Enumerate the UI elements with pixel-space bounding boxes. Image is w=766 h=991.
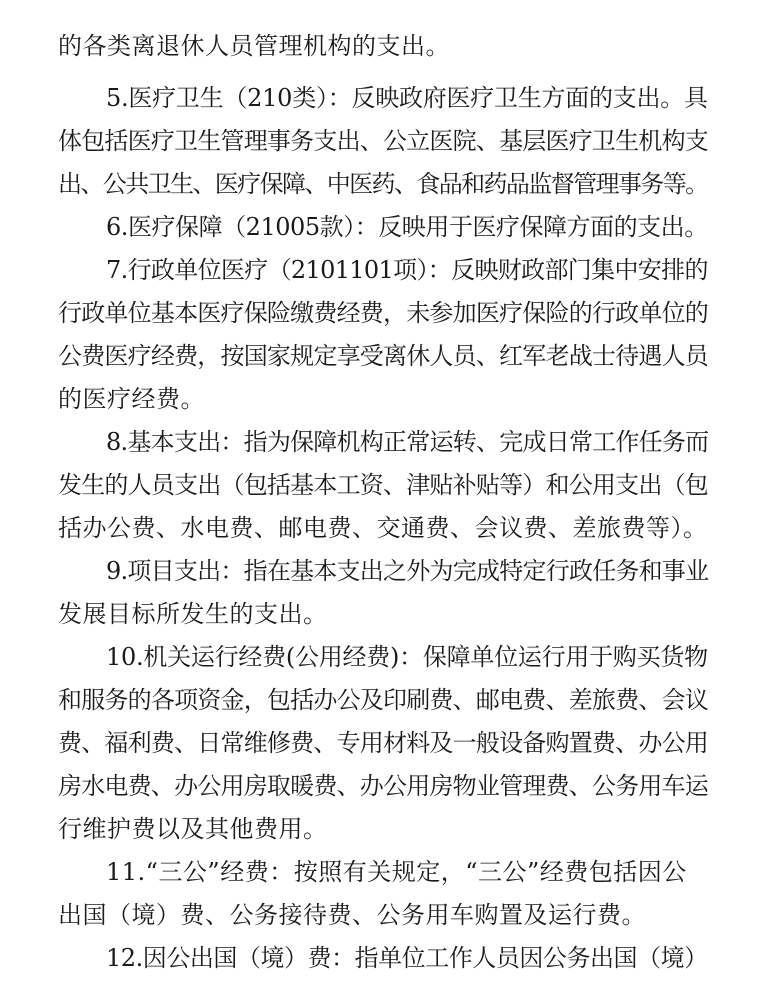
text-line: 发展目标所发生的支出。 <box>58 600 328 628</box>
paragraph-6-heading-line: 6.医疗保障（21005款）：反映用于医疗保障方面的支出。 <box>106 213 708 241</box>
text-line: 发生的人员支出（包括基本工资、津贴补贴等）和公用支出（包 <box>58 471 708 499</box>
paragraph-9-heading-line: 9.项目支出：指在基本支出之外为完成特定行政任务和事业 <box>106 557 709 585</box>
paragraph-5-heading-line: 5.医疗卫生（210类）：反映政府医疗卫生方面的支出。具 <box>106 84 708 112</box>
text-line: 体包括医疗卫生管理事务支出、公立医院、基层医疗卫生机构支 <box>58 127 708 155</box>
text-line: 公费医疗经费，按国家规定享受离休人员、红军老战士待遇人员 <box>58 342 708 370</box>
text-line: 括办公费、水电费、邮电费、交通费、会议费、差旅费等）。 <box>58 514 708 542</box>
paragraph-11-heading-line: 11.“三公”经费：按照有关规定，“三公”经费包括因公 <box>106 858 687 886</box>
paragraph-7-heading-line: 7.行政单位医疗（2101101项）：反映财政部门集中安排的 <box>106 256 708 284</box>
text-line: 房水电费、办公用房取暖费、办公用房物业管理费、公务用车运 <box>58 772 708 800</box>
text-line: 费、福利费、日常维修费、专用材料及一般设备购置费、办公用 <box>58 729 708 757</box>
paragraph-12-heading-line: 12.因公出国（境）费：指单位工作人员因公务出国（境） <box>106 944 708 972</box>
text-line: 出、公共卫生、医疗保障、中医药、食品和药品监督管理事务等。 <box>58 170 708 198</box>
text-line: 和服务的各项资金，包括办公及印刷费、邮电费、差旅费、会议 <box>58 686 708 714</box>
text-line: 行维护费以及其他费用。 <box>58 815 328 843</box>
text-line: 出国（境）费、公务接待费、公务用车购置及运行费。 <box>58 901 646 929</box>
text-line: 的医疗经费。 <box>58 385 205 413</box>
paragraph-10-heading-line: 10.机关运行经费(公用经费)：保障单位运行用于购买货物 <box>106 643 708 671</box>
text-line: 行政单位基本医疗保险缴费经费，未参加医疗保险的行政单位的 <box>58 299 708 327</box>
paragraph-8-heading-line: 8.基本支出：指为保障机构正常运转、完成日常工作任务而 <box>106 428 709 456</box>
text-line: 的各类离退休人员管理机构的支出。 <box>58 32 450 60</box>
